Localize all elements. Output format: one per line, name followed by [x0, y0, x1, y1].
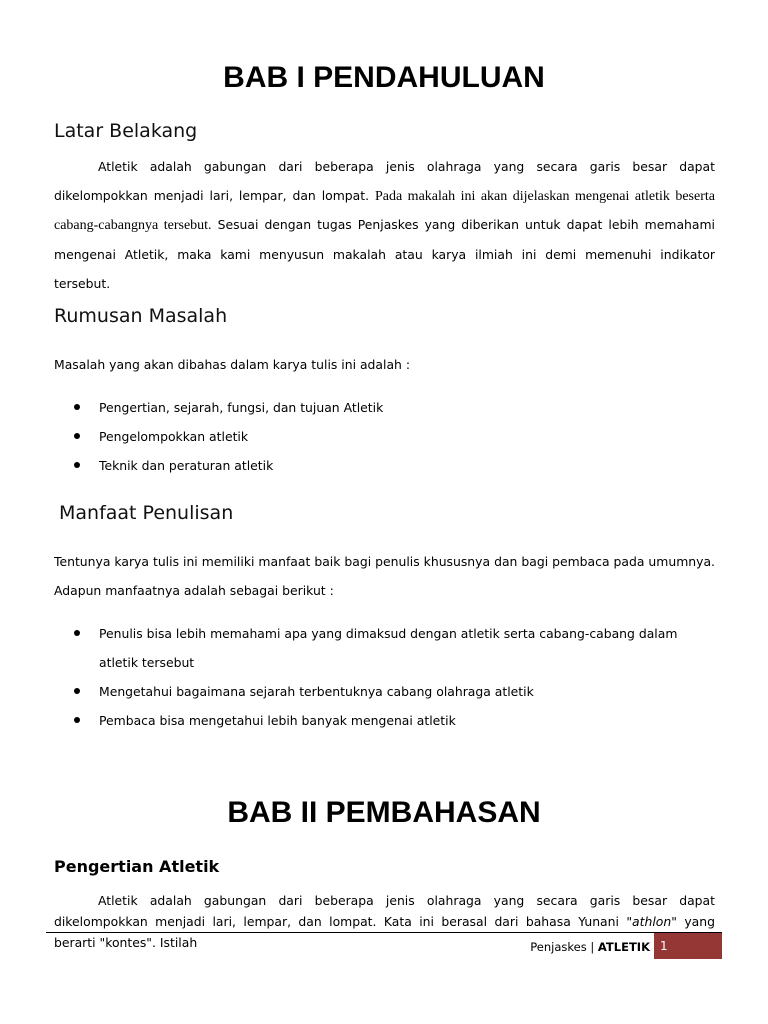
list-item: [54, 422, 715, 451]
list-item-text: Pengelompokkan atletik: [99, 429, 249, 444]
footer-label: [530, 940, 650, 954]
bullet-icon: [74, 717, 80, 723]
list-item-text: Mengetahui bagaimana sejarah terbentuknya cabang olahraga atletik: [99, 684, 534, 699]
latar-text-serif: Pada makalah ini akan dijelaskan mengenai atletik beserta cabang-cabangnya tersebut.: [54, 188, 715, 234]
list-item: [54, 677, 715, 706]
pengertian-atletik-heading: Pengertian Atletik: [54, 857, 220, 876]
pengertian-italic-term: athlon: [632, 914, 672, 929]
bullet-icon: [74, 404, 80, 410]
bab2-title: BAB II PEMBAHASAN: [227, 796, 541, 829]
latar-belakang-heading: Latar Belakang: [54, 120, 198, 142]
manfaat-penulisan-heading: Manfaat Penulisan: [59, 502, 234, 524]
list-item: [54, 451, 715, 480]
footer-separator: |: [586, 940, 598, 954]
pengertian-text-2: " yang berarti "kontes". Istilah: [54, 914, 715, 950]
pengertian-text-1: Atletik adalah gabungan dari beberapa jenis olahraga yang secara garis besar dapat dikelompokkan menjadi lari, lempar, dan lompat. Kata ini berasal dari bahasa Yunani ": [54, 893, 715, 929]
list-item-text: Pengertian, sejarah, fungsi, dan tujuan Atletik: [99, 400, 384, 415]
rumusan-intro: Masalah yang akan dibahas dalam karya tulis ini adalah :: [54, 357, 411, 372]
page-number: 1: [654, 933, 722, 959]
latar-belakang-paragraph: [54, 153, 715, 299]
rumusan-masalah-heading: Rumusan Masalah: [54, 305, 228, 327]
bullet-icon: [74, 433, 80, 439]
list-item: [54, 706, 715, 735]
bullet-icon: [74, 462, 80, 468]
manfaat-intro: Tentunya karya tulis ini memiliki manfaat baik bagi penulis khususnya dan bagi pembaca pada umumnya. Adapun manfaatnya adalah sebagai berikut :: [54, 554, 715, 598]
footer-subject: Penjaskes: [530, 940, 587, 954]
list-item: [54, 393, 715, 422]
bab1-title: BAB I PENDAHULUAN: [223, 61, 545, 94]
footer-rule: [46, 932, 722, 933]
manfaat-list: [54, 619, 715, 735]
list-item: [54, 619, 715, 677]
latar-text-2: Sesuai dengan tugas Penjaskes yang diberikan untuk dapat lebih memahami mengenai Atletik, maka kami menyusun makalah atau karya ilmiah ini demi memenuhi indikator tersebut.: [54, 217, 715, 291]
list-item-text: Pembaca bisa mengetahui lebih banyak mengenai atletik: [99, 713, 456, 728]
list-item-text: Penulis bisa lebih memahami apa yang dimaksud dengan atletik serta cabang-cabang dalam atletik tersebut: [99, 626, 678, 670]
list-item-text: Teknik dan peraturan atletik: [99, 458, 274, 473]
latar-text-1: Atletik adalah gabungan dari beberapa jenis olahraga yang secara garis besar dapat dikelompokkan menjadi lari, lempar, dan lompat.: [54, 159, 715, 203]
footer-topic: ATLETIK: [597, 940, 650, 954]
bullet-icon: [74, 688, 80, 694]
rumusan-list: [54, 393, 715, 480]
bullet-icon: [74, 630, 80, 636]
